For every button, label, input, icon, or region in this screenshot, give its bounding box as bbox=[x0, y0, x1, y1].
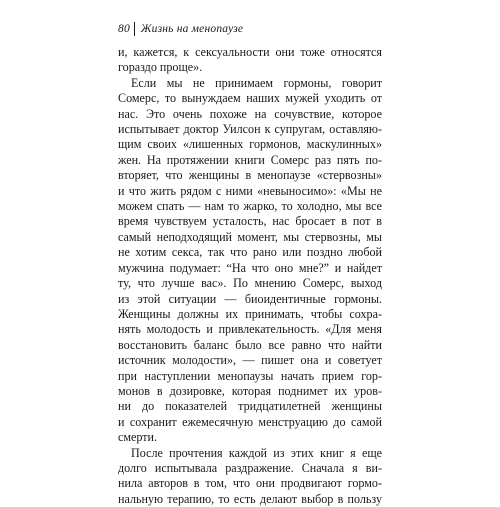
text-line: щим своих «лишенных гормонов, маскулинных» bbox=[118, 137, 382, 152]
page-number: 80 bbox=[118, 23, 130, 35]
text-line: нас. Это очень похоже на сочувствие, которое bbox=[118, 106, 382, 121]
text-line: нять молодость и привлекательность. «Для меня bbox=[118, 322, 382, 337]
text-line: нальную терапию, то есть делают выбор в пользу bbox=[118, 491, 382, 506]
running-head bbox=[118, 21, 243, 37]
text-line: испытывает доктор Уилсон к супругам, оставляю- bbox=[118, 122, 382, 137]
text-line: После прочтения каждой из этих книг я еще bbox=[131, 445, 382, 460]
text-line: мужчина подумает: “На что оно мне?” и найдет bbox=[118, 260, 382, 275]
text-line: Если мы не принимаем гормоны, говорит bbox=[131, 75, 382, 90]
text-line: нила авторов в том, что они продвигают гормо- bbox=[118, 476, 382, 491]
text-line: монов в дозировке, которая поднимет их уров- bbox=[118, 383, 382, 398]
text-line: гораздо проще». bbox=[118, 60, 203, 75]
text-line: вторяет, что женщины в менопаузе «стервозны» bbox=[118, 168, 382, 183]
running-title: Жизнь на менопаузе bbox=[140, 23, 244, 35]
text-line: источник молодости», — пишет она и советует bbox=[118, 353, 382, 368]
text-line: восстановить баланс было все равно что найти bbox=[118, 337, 382, 352]
text-line: Сомерс, то вынуждаем наших мужей уходить от bbox=[118, 91, 382, 106]
text-line: долго испытывала раздражение. Сначала я ви- bbox=[118, 460, 382, 475]
text-line: и сохранит ежемесячную менструацию до самой bbox=[118, 414, 382, 429]
text-line: ту, что лучше вас». По мнению Сомерс, выход bbox=[118, 276, 382, 291]
text-line: можем спать — нам то жарко, то холодно, мы все bbox=[118, 199, 382, 214]
text-line: и, кажется, к сексуальности они тоже относятся bbox=[118, 45, 382, 59]
text-line: время чувствуем усталость, нас бросает в пот в bbox=[118, 214, 382, 229]
text-line: Женщины должны их принимать, чтобы сохра- bbox=[118, 306, 382, 321]
text-line: самый неподходящий момент, мы стервозны, мы bbox=[118, 229, 382, 244]
text-line: ни до показателей тридцатилетней женщины bbox=[118, 399, 382, 414]
header-divider bbox=[134, 22, 135, 36]
text-line: смерти. bbox=[118, 430, 158, 445]
text-line: не хотим секса, так что рано или поздно любой bbox=[118, 245, 382, 260]
text-line: и что жить рядом с ними «невыносимо»: «Мы не bbox=[118, 183, 382, 198]
text-line: из этой ситуации — биоидентичные гормоны. bbox=[118, 291, 382, 306]
body-text bbox=[118, 45, 382, 507]
text-line: жен. На протяжении книги Сомерс раз пять по- bbox=[118, 152, 382, 167]
text-line: при наступлении менопаузы начать прием гор- bbox=[118, 368, 382, 383]
